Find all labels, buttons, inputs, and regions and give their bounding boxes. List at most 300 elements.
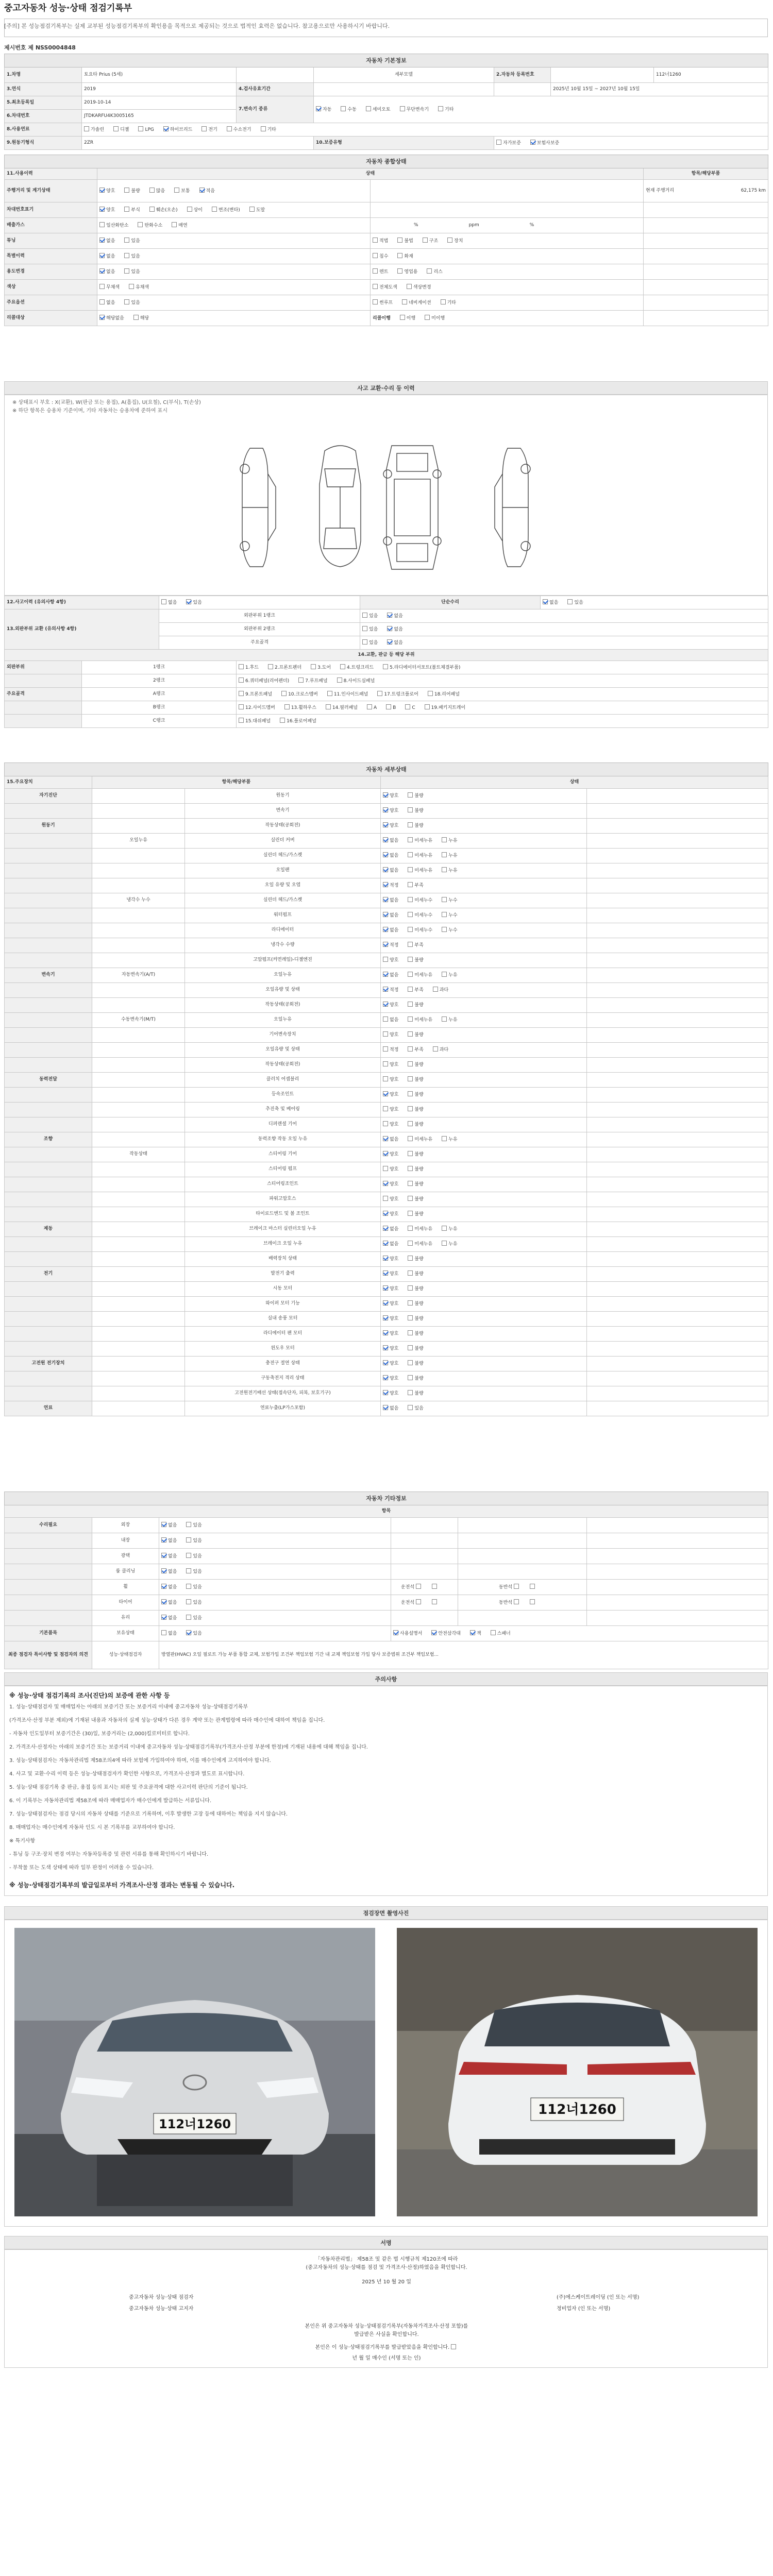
detail-checkbox[interactable] — [442, 897, 447, 902]
detail-checkbox[interactable] — [383, 1226, 388, 1231]
detail-checkbox[interactable] — [408, 1046, 413, 1052]
general-sub2-checkbox[interactable] — [447, 238, 452, 243]
general-checkbox[interactable] — [99, 253, 105, 258]
detail-state — [381, 1327, 587, 1342]
detail-checkbox[interactable] — [383, 912, 388, 917]
etc-item: 외장 — [92, 1518, 159, 1533]
confirm-checkbox[interactable] — [451, 2344, 456, 2349]
detail-checkbox[interactable] — [408, 1375, 413, 1380]
detail-row — [5, 1371, 768, 1386]
warranty-label: 10.보증유형 — [314, 137, 494, 150]
detail-checkbox[interactable] — [383, 1106, 388, 1111]
parts-option — [284, 704, 316, 711]
detail-checkbox[interactable] — [408, 957, 413, 962]
general-sub-option — [402, 299, 431, 306]
general-sub-checkbox[interactable] — [397, 253, 402, 258]
detail-checkbox[interactable] — [408, 942, 413, 947]
general-sub-checkbox[interactable] — [427, 268, 432, 274]
general-checkbox[interactable] — [149, 207, 155, 212]
detail-checkbox[interactable] — [408, 1121, 413, 1126]
accident-table — [4, 596, 768, 728]
car-frame-icon — [383, 446, 441, 569]
detail-checkbox[interactable] — [408, 1196, 413, 1201]
rank1-option-label: 없음 — [394, 613, 403, 619]
car-name-value: 토요타 Prius (5세) — [82, 67, 237, 83]
detail-checkbox[interactable] — [383, 792, 388, 798]
detail-checkbox[interactable] — [408, 1390, 413, 1395]
general-option-label: 양호 — [106, 188, 115, 194]
detail-checkbox[interactable] — [408, 807, 413, 812]
etc-checkbox[interactable] — [161, 1630, 166, 1635]
detail-checkbox[interactable] — [383, 1046, 388, 1052]
detail-state — [381, 1222, 587, 1237]
detail-checkbox[interactable] — [383, 1002, 388, 1007]
general-status-band: 자동차 종합상태 — [5, 155, 768, 168]
detail-state — [381, 1342, 587, 1357]
fuel-option-label: 가솔린 — [91, 127, 105, 132]
detail-checkbox[interactable] — [383, 1076, 388, 1081]
sign-line-2: (중고자동차의 성능·상태를 점검 및 가격조사·산정)하였음을 확인합니다. — [306, 2265, 467, 2270]
rank1-checkbox[interactable] — [362, 613, 367, 618]
detail-item: 디퍼렌셜 기어 — [185, 1117, 381, 1132]
detail-checkbox[interactable] — [383, 1031, 388, 1037]
etc-checkbox[interactable] — [161, 1537, 166, 1543]
general-checkbox[interactable] — [124, 268, 129, 274]
detail-option — [408, 1076, 423, 1083]
general-checkbox[interactable] — [99, 222, 105, 227]
detail-checkbox[interactable] — [408, 1345, 413, 1350]
detail-checkbox[interactable] — [383, 1405, 388, 1410]
general-checkbox[interactable] — [149, 188, 155, 193]
recall-checkbox[interactable] — [400, 315, 405, 320]
etc-checkbox[interactable] — [186, 1615, 191, 1620]
frame-checkbox[interactable] — [387, 639, 392, 645]
general-sub-checkbox[interactable] — [373, 238, 378, 243]
detail-option-label: 없음 — [390, 853, 399, 859]
general-option — [199, 188, 215, 194]
detail-state — [381, 878, 587, 893]
detail-checkbox[interactable] — [433, 987, 438, 992]
parts-checkbox[interactable] — [239, 664, 244, 669]
etc-side-checkbox[interactable] — [416, 1584, 421, 1589]
detail-option-label: 미세누수 — [414, 898, 433, 904]
detail-checkbox[interactable] — [408, 1181, 413, 1186]
etc-item-checkbox[interactable] — [470, 1630, 475, 1635]
detail-checkbox[interactable] — [383, 897, 388, 902]
etc-item-checkbox[interactable] — [431, 1630, 436, 1635]
detail-checkbox[interactable] — [442, 912, 447, 917]
detail-checkbox[interactable] — [383, 1375, 388, 1380]
general-sub-option — [373, 268, 388, 275]
detail-checkbox[interactable] — [408, 1330, 413, 1335]
detail-checkbox[interactable] — [408, 927, 413, 932]
detail-checkbox[interactable] — [442, 837, 447, 842]
detail-checkbox[interactable] — [408, 1300, 413, 1306]
detail-checkbox[interactable] — [383, 852, 388, 857]
detail-checkbox[interactable] — [408, 1016, 413, 1022]
etc-checkbox[interactable] — [186, 1584, 191, 1589]
detail-checkbox[interactable] — [408, 1256, 413, 1261]
detail-checkbox[interactable] — [442, 927, 447, 932]
detail-state — [381, 1043, 587, 1058]
etc-checkbox[interactable] — [186, 1553, 191, 1558]
detail-state — [381, 1237, 587, 1252]
fuel-checkbox[interactable] — [138, 126, 143, 131]
general-sub-checkbox[interactable] — [373, 253, 378, 258]
general-checkbox[interactable] — [99, 188, 105, 193]
general-sub-checkbox[interactable] — [373, 284, 378, 289]
etc-state — [159, 1595, 391, 1611]
detail-checkbox[interactable] — [442, 867, 447, 872]
general-checkbox[interactable] — [99, 238, 105, 243]
parts-checkbox[interactable] — [367, 704, 372, 709]
detail-checkbox[interactable] — [408, 1270, 413, 1276]
detail-checkbox[interactable] — [383, 1256, 388, 1261]
detail-checkbox[interactable] — [408, 822, 413, 827]
detail-checkbox[interactable] — [442, 1016, 447, 1022]
sign-line-5: 본인은 이 성능·상태점검기록부를 발급받았음을 확인합니다. — [0, 2344, 773, 2351]
general-checkbox[interactable] — [174, 188, 179, 193]
detail-option-label: 미세누유 — [414, 838, 433, 844]
etc-checkbox[interactable] — [161, 1615, 166, 1620]
etc-side-checkbox[interactable] — [514, 1584, 519, 1589]
detail-checkbox[interactable] — [383, 1315, 388, 1320]
warranty-checkbox[interactable] — [530, 140, 535, 145]
detail-checkbox[interactable] — [408, 1315, 413, 1320]
etc-side-checkbox[interactable] — [514, 1599, 519, 1604]
etc-checkbox[interactable] — [186, 1630, 191, 1635]
frame-checkbox[interactable] — [362, 639, 367, 645]
parts-checkbox[interactable] — [239, 704, 244, 709]
detail-checkbox[interactable] — [442, 972, 447, 977]
parts-checkbox[interactable] — [281, 691, 287, 696]
detail-checkbox[interactable] — [383, 972, 388, 977]
detail-checkbox[interactable] — [408, 882, 413, 887]
detail-checkbox[interactable] — [383, 1241, 388, 1246]
detail-checkbox[interactable] — [408, 1091, 413, 1096]
etc-checkbox[interactable] — [186, 1599, 191, 1604]
detail-option — [383, 1002, 398, 1008]
general-checkbox[interactable] — [129, 284, 134, 289]
fuel-checkbox[interactable] — [84, 126, 89, 131]
etc-checkbox[interactable] — [186, 1568, 191, 1573]
general-key: 튜닝 — [5, 233, 97, 249]
detail-group — [5, 804, 92, 819]
detail-checkbox[interactable] — [408, 792, 413, 798]
parts-checkbox[interactable] — [239, 718, 244, 723]
parts-checkbox[interactable] — [239, 691, 244, 696]
general-checkbox[interactable] — [172, 222, 177, 227]
detail-subgroup — [92, 1237, 185, 1252]
detail-checkbox[interactable] — [383, 1300, 388, 1306]
detail-checkbox[interactable] — [383, 1345, 388, 1350]
parts-option — [340, 664, 374, 671]
parts-checkbox[interactable] — [428, 691, 433, 696]
general-sub-checkbox[interactable] — [373, 299, 378, 304]
general-checkbox[interactable] — [99, 268, 105, 274]
detail-checkbox[interactable] — [383, 1390, 388, 1395]
parts-option — [326, 704, 358, 711]
etc-band: 자동차 기타정보 — [5, 1492, 768, 1505]
fuel-option-label: 전기 — [208, 127, 217, 132]
parts-checkbox[interactable] — [311, 664, 316, 669]
detail-row — [5, 804, 768, 819]
etc-item: 유리 — [92, 1611, 159, 1626]
detail-checkbox[interactable] — [408, 1106, 413, 1111]
general-option — [249, 207, 265, 213]
fuel-checkbox[interactable] — [113, 126, 119, 131]
general-sub-checkbox[interactable] — [397, 268, 402, 274]
etc-state — [159, 1611, 391, 1626]
detail-option-label: 누유 — [448, 1242, 458, 1247]
detail-checkbox[interactable] — [408, 912, 413, 917]
detail-checkbox[interactable] — [383, 807, 388, 812]
detail-option — [408, 1285, 423, 1292]
detail-row — [5, 1222, 768, 1237]
detail-checkbox[interactable] — [408, 1166, 413, 1171]
detail-checkbox[interactable] — [383, 1121, 388, 1126]
simple-repair-checkbox[interactable] — [543, 599, 548, 604]
photos-band: 점검장면 촬영사진 — [4, 1906, 768, 1920]
detail-option — [383, 867, 398, 874]
detail-checkbox[interactable] — [383, 1285, 388, 1291]
detail-checkbox[interactable] — [408, 1151, 413, 1156]
etc-item-checkbox[interactable] — [393, 1630, 398, 1635]
detail-checkbox[interactable] — [383, 1016, 388, 1022]
inspection-validity-label: 4.검사유효기간 — [237, 83, 314, 96]
parts-checkbox[interactable] — [337, 677, 342, 683]
rank1-checkbox[interactable] — [387, 613, 392, 618]
general-sub-checkbox[interactable] — [397, 238, 402, 243]
detail-checkbox[interactable] — [408, 1405, 413, 1410]
general-sub-checkbox[interactable] — [441, 299, 446, 304]
detail-option — [442, 1226, 457, 1232]
general-option-label: 불량 — [131, 188, 140, 194]
detail-checkbox[interactable] — [408, 837, 413, 842]
detail-checkbox[interactable] — [408, 1226, 413, 1231]
rank2-checkbox[interactable] — [387, 626, 392, 631]
detail-subgroup — [92, 1386, 185, 1401]
transmission-checkbox[interactable] — [316, 106, 321, 111]
detail-checkbox[interactable] — [408, 1136, 413, 1141]
detail-checkbox[interactable] — [383, 1061, 388, 1066]
detail-checkbox[interactable] — [383, 957, 388, 962]
transmission-checkbox[interactable] — [438, 106, 443, 111]
etc-side-checkbox[interactable] — [432, 1599, 437, 1604]
parts-option — [383, 664, 460, 671]
rank2-checkbox[interactable] — [362, 626, 367, 631]
etc-side-checkbox[interactable] — [432, 1584, 437, 1589]
warranty-checkbox[interactable] — [496, 140, 501, 145]
detail-option-label: 불량 — [414, 1272, 424, 1277]
detail-checkbox[interactable] — [408, 1241, 413, 1246]
general-option — [99, 268, 115, 275]
detail-option — [383, 1061, 398, 1068]
general-sub2-checkbox[interactable] — [423, 238, 428, 243]
general-checkbox[interactable] — [249, 207, 255, 212]
simple-repair-checkbox[interactable] — [567, 599, 573, 604]
detail-checkbox[interactable] — [383, 1181, 388, 1186]
general-option-label: 도말 — [256, 207, 265, 213]
detail-group — [5, 938, 92, 953]
detail-checkbox[interactable] — [383, 1211, 388, 1216]
detail-item: 스티어링조인트 — [185, 1177, 381, 1192]
detail-option-label: 불량 — [414, 808, 424, 814]
detail-checkbox[interactable] — [433, 1046, 438, 1052]
etc-item-option-label: 안전삼각대 — [438, 1631, 461, 1636]
parts-checkbox[interactable] — [327, 691, 332, 696]
general-checkbox[interactable] — [99, 315, 105, 320]
parts-checkbox[interactable] — [284, 704, 290, 709]
detail-row — [5, 1058, 768, 1073]
detail-row — [5, 1132, 768, 1147]
detail-checkbox[interactable] — [442, 1241, 447, 1246]
etc-side-checkbox[interactable] — [416, 1599, 421, 1604]
etc-checkbox[interactable] — [186, 1537, 191, 1543]
general-option — [99, 188, 115, 194]
parts-checkbox[interactable] — [340, 664, 345, 669]
detail-item: 타이로드엔드 및 볼 조인트 — [185, 1207, 381, 1222]
car-top-view-icon — [320, 446, 361, 567]
detail-checkbox[interactable] — [442, 1226, 447, 1231]
detail-checkbox[interactable] — [383, 942, 388, 947]
fuel-option — [261, 126, 276, 133]
detail-checkbox[interactable] — [383, 822, 388, 827]
etc-checkbox[interactable] — [161, 1568, 166, 1573]
etc-checkbox[interactable] — [161, 1553, 166, 1558]
parts-checkbox[interactable] — [383, 664, 388, 669]
parts-items — [237, 661, 768, 674]
fuel-checkbox[interactable] — [201, 126, 207, 131]
detail-checkbox[interactable] — [383, 1270, 388, 1276]
fuel-checkbox[interactable] — [163, 126, 169, 131]
detail-checkbox[interactable] — [408, 1211, 413, 1216]
parts-checkbox[interactable] — [268, 664, 273, 669]
recall-checkbox[interactable] — [425, 315, 430, 320]
general-checkbox[interactable] — [124, 253, 129, 258]
detail-item: 고전원전기배선 상태(접속단자, 피복, 보호기구) — [185, 1386, 381, 1401]
general-option — [138, 222, 162, 229]
parts-checkbox[interactable] — [326, 704, 331, 709]
parts-checkbox[interactable] — [386, 704, 391, 709]
general-checkbox[interactable] — [138, 222, 143, 227]
etc-side-checkbox[interactable] — [530, 1599, 535, 1604]
general-checkbox[interactable] — [99, 207, 105, 212]
detail-checkbox[interactable] — [408, 897, 413, 902]
general-option-label: 적음 — [206, 188, 215, 194]
general-sub-checkbox[interactable] — [373, 268, 378, 274]
detail-checkbox[interactable] — [383, 1196, 388, 1201]
accident-history-checkbox[interactable] — [186, 599, 191, 604]
detail-checkbox[interactable] — [383, 1091, 388, 1096]
transmission-options — [314, 96, 768, 123]
etc-side-checkbox[interactable] — [530, 1584, 535, 1589]
etc-checkbox[interactable] — [161, 1584, 166, 1589]
detail-checkbox[interactable] — [383, 1330, 388, 1335]
detail-checkbox[interactable] — [408, 1076, 413, 1081]
detail-checkbox[interactable] — [408, 987, 413, 992]
general-checkbox[interactable] — [124, 207, 129, 212]
general-checkbox[interactable] — [124, 238, 129, 243]
parts-checkbox[interactable] — [405, 704, 410, 709]
opinion-row — [5, 1641, 768, 1669]
general-checkbox[interactable] — [199, 188, 205, 193]
accident-history-checkbox[interactable] — [161, 599, 166, 604]
detail-checkbox[interactable] — [408, 852, 413, 857]
general-option-label: 없음 — [106, 238, 115, 244]
detail-checkbox[interactable] — [383, 927, 388, 932]
detail-checkbox[interactable] — [408, 1002, 413, 1007]
general-sub-checkbox[interactable] — [402, 299, 407, 304]
detail-checkbox[interactable] — [408, 1285, 413, 1291]
detail-option — [408, 1345, 423, 1352]
detail-checkbox[interactable] — [408, 972, 413, 977]
fuel-checkbox[interactable] — [227, 126, 232, 131]
detail-checkbox[interactable] — [383, 987, 388, 992]
detail-subgroup — [92, 1342, 185, 1357]
detail-item: 추진축 및 베어링 — [185, 1103, 381, 1117]
detail-option-label: 불량 — [414, 1212, 424, 1217]
general-checkbox[interactable] — [99, 299, 105, 304]
transmission-checkbox[interactable] — [400, 106, 405, 111]
general-sub-checkbox[interactable] — [407, 284, 412, 289]
etc-checkbox[interactable] — [161, 1599, 166, 1604]
detail-checkbox[interactable] — [383, 1166, 388, 1171]
etc-side-2: 동반석 — [458, 1580, 587, 1595]
parts-checkbox[interactable] — [239, 677, 244, 683]
parts-checkbox[interactable] — [425, 704, 430, 709]
general-checkbox[interactable] — [124, 188, 129, 193]
general-option-label: 없음 — [106, 300, 115, 306]
general-checkbox[interactable] — [212, 207, 217, 212]
year-value: 2019 — [82, 83, 237, 96]
detail-checkbox[interactable] — [383, 882, 388, 887]
detail-subgroup — [92, 998, 185, 1013]
etc-checkbox[interactable] — [161, 1522, 166, 1527]
detail-checkbox[interactable] — [408, 1031, 413, 1037]
general-checkbox[interactable] — [99, 284, 105, 289]
parts-checkbox[interactable] — [298, 677, 304, 683]
vin-label: 6.차대번호 — [5, 110, 82, 123]
general-checkbox[interactable] — [133, 315, 139, 320]
detail-checkbox[interactable] — [383, 1136, 388, 1141]
etc-item-checkbox[interactable] — [491, 1630, 496, 1635]
general-checkbox[interactable] — [124, 299, 129, 304]
fuel-checkbox[interactable] — [261, 126, 266, 131]
detail-checkbox[interactable] — [383, 1151, 388, 1156]
detail-checkbox[interactable] — [408, 1360, 413, 1365]
detail-checkbox[interactable] — [383, 1360, 388, 1365]
transmission-checkbox[interactable] — [366, 106, 371, 111]
detail-checkbox[interactable] — [383, 837, 388, 842]
detail-checkbox[interactable] — [442, 852, 447, 857]
parts-items — [237, 674, 768, 688]
etc-checkbox[interactable] — [186, 1522, 191, 1527]
detail-item: 발전기 출력 — [185, 1267, 381, 1282]
fuel-option — [201, 126, 217, 133]
general-checkbox[interactable] — [187, 207, 192, 212]
detail-checkbox[interactable] — [408, 1061, 413, 1066]
transmission-checkbox[interactable] — [341, 106, 346, 111]
detail-checkbox[interactable] — [408, 867, 413, 872]
general-option-label: 변조(변타) — [218, 207, 240, 213]
parts-checkbox[interactable] — [377, 691, 382, 696]
detail-checkbox[interactable] — [442, 1136, 447, 1141]
detail-checkbox[interactable] — [383, 867, 388, 872]
general-key: 주행거리 및 계기상태 — [5, 180, 97, 202]
parts-checkbox[interactable] — [280, 718, 285, 723]
etc-option-label: 없음 — [168, 1522, 177, 1528]
